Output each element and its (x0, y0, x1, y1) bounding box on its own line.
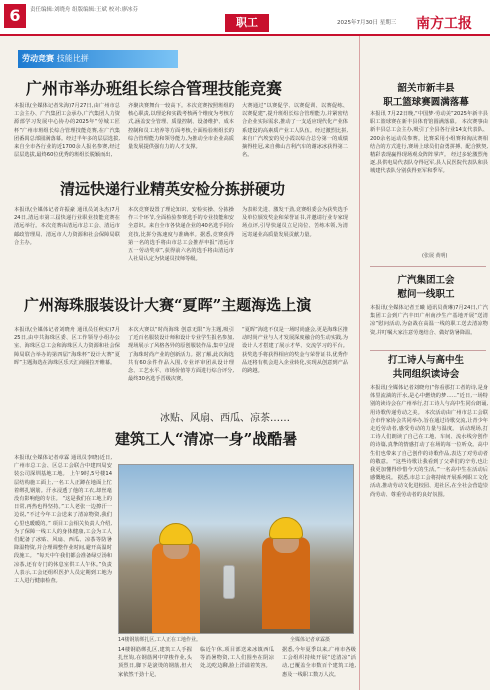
article-4-para-2: 上午9时,5号楼14层结构施工面上,一名工人正蹲在地面上忙着绑扎钢筋。汗水浸透了他的工衣,却丝毫没有影响他的专注。 (14, 471, 112, 503)
side-article-3-para-5: 据悉,市总工会将持续开展系列职工文化活动,推动劳动文化进校园、进社区,在全社会营造崇尚劳动、尊重劳动者的良好氛围。 (370, 475, 488, 498)
article-2-para-2a: 本次竞赛设置了理论知识、安检实操、分拣操作三个环节,全面检验参赛选手的专业技能和安全意识。来自全市各快递企业的40名选手同台竞技,比拼分拣速度与准确率。 (128, 207, 234, 238)
section-tag: 职工 (225, 14, 269, 32)
article-1-para-3b: 经过激烈比拼,来自广汽埃安的吴小霞以综合总分第一的成绩摘得桂冠,来自佛山吉利汽车的谢冰冰获得第二名。 (242, 127, 348, 159)
page-number: 6 (4, 4, 26, 28)
article-2-body (14, 206, 348, 286)
side-article-1-para-2: 本次赛事由新丰县总工会主办,吸引了全县各行业14支代表队、200余名运动员参赛。比赛采用小组赛和淘汰赛相结合的方式进行,赛场上球员们奋勇拼搏、配合默契,精彩表现赢得现场观众阵阵掌声。 (370, 119, 488, 159)
article-4-lower-body (118, 646, 356, 686)
editor-credits: 责任编辑:刘晓舟 组版编辑:王斌 校对:廖冰芬 (30, 7, 139, 13)
article-1-para-2 (128, 102, 234, 172)
article-3-para-2b: 据了解,此次海选共有60余件作品入围,专业评审团从设计理念、工艺水平、市场价值等方面进行综合评分,最终30名选手晋级决赛。 (128, 351, 234, 383)
article-2-para-2b: 据悉,竞赛获得第一名的选手将由市总工会推荐申报“清远市五一劳动奖章”,获得前六名的选手将由清远市人社局认定为快递员技师等级。 (128, 231, 234, 263)
newspaper-logo: 南方工报 (416, 16, 472, 32)
side-column (362, 36, 490, 690)
article-4-kicker: 冰贴、风扇、西瓜、凉茶…… (160, 413, 290, 424)
divider (370, 350, 486, 351)
article-3-headline: 广州海珠服装设计大赛“夏晖”主题海选上演 (24, 296, 312, 314)
water-bottle-icon (223, 565, 235, 599)
article-4-para-5: “每天中午我们都会准备绿豆汤和凉茶,还有专门的休息室供工人午休。”负责人表示,工会还组织医护人员定期到工地为工人进行健康检查。 (14, 553, 112, 585)
article-3-para-3 (242, 326, 348, 406)
article-1-para-3a: 大赛通过“以赛促学、以赛促训、以赛促练、以赛促建”,提升班组长综合管理能力,并紧密结合企业实际需求,推动了一支适应现代化产业体系建设的高素质产业工人队伍。 (242, 103, 348, 134)
article-1-headline: 广州市举办班组长综合管理技能竞赛 (26, 79, 283, 98)
article-1-para-2b: 本次竞赛按照班组的核心职责,以理论和实践考核两个维度为考核方式,涵盖安全管理、质量控制、设备维护、成本控制和员工培养等方面考核,全面检验班组长的综合管理能力和领导能力,为推动全市企业高质量发展提供强有力的人才支撑。 (128, 103, 234, 151)
article-3-body (14, 326, 348, 406)
article-4-headline: 建筑工人“清凉一身”战酷暑 (115, 430, 298, 448)
side-article-1-body (370, 110, 488, 250)
side-article-2-headline-2: 慰问一线职工 (397, 289, 455, 300)
article-4-para-8: 据悉,今年夏季以来,广州市各级工会组织持续开展“送清凉”活动,已覆盖全市数百个建筑工地,惠及一线职工数万人次。 (282, 647, 356, 678)
photo-credit: 全媒体记者章霖摄 (290, 637, 331, 643)
article-1-body (14, 102, 348, 172)
article-2-headline: 清远快递行业精英安检分拣拼硬功 (60, 180, 286, 198)
article-3-para-2 (128, 326, 234, 406)
issue-date: 2025年7月30日 星期三 (337, 20, 397, 26)
banner-main: 劳动竞赛 (22, 54, 54, 63)
article-3-para-2a: 本次大赛以“时尚海珠 创意无限”为主题,吸引了近百名服装设计师和设计专业学生报名参加,现场展示了风格各异的原创服装作品,集中呈现了海珠时尚产业的创新活力。 (128, 327, 234, 358)
masthead (0, 0, 490, 36)
article-2-para-3: 为表彰先进、激发干劲,竞赛组委会为获奖选手及单位颁发奖金和荣誉证书,并邀请行业专家现场点评,引导快递员立足岗位、苦练本领,为清远寄递业高质量发展贡献力量。 (242, 207, 348, 238)
article-2-para-2 (128, 206, 234, 286)
hard-hat-icon (159, 523, 193, 545)
side-article-1-para-3: 经过多轮激烈角逐,县供电局代表队夺得冠军,县人民医院代表队和县城建代表队分别获得亚军和季军。 (370, 152, 488, 175)
side-article-1-signature: (张展 黄明) (422, 253, 448, 259)
news-photo (118, 464, 354, 634)
main-column (0, 36, 360, 690)
side-article-1-headline-1: 韶关市新丰县 (397, 83, 455, 94)
photo-caption: 14楼钢筋绑扎区,工人正在工地作业。 (118, 637, 201, 643)
side-article-2-body: 本报讯(全媒体记者王曦 通讯员黄琳)7月24日,广汽集团工会到广汽丰田广州南沙生产基地开展“送清凉”慰问活动,为奋战在高温一线的职工送去清凉物资,并叮嘱大家注意劳逸结合、做好防暑降温。 (370, 305, 488, 336)
article-3-para-3a: “夏晖”海选不仅是一场时尚盛会,更是海珠区推动时尚产业与人才发展深度融合的生动实践,为设计人才搭建了展示才华、交流学习的平台。 (242, 327, 348, 350)
side-article-3-para-4: “这些诗歌让我看到了父辈们的辛劳,也让我更加懂得珍惜今天的生活。”一名高中生在活动后感慨地说。 (370, 458, 488, 482)
article-3-para-3b: 获奖选手将获得相应的奖金与荣誉证书,优秀作品还将有机会进入企业转化,实现从创意到产品的跨越。 (242, 351, 348, 375)
article-4-para-4: 项目工会相关负责人介绍,为了保障一线工人的身体健康,工会为工人们配备了冰贴、风扇、西瓜、凉茶等防暑降温物资,并合理调整作业时间,避开高温时段施工。 (14, 520, 112, 560)
article-1-para-1: 本报讯(全媒体记者朱海)7月27日,由广州市总工会主办、广汽集团工会承办,广汽集团人力资源部学习发展中心协办的2025年“劳城工匠杯”广州市班组长综合管理技能竞赛,在广汽集团番禺总部圆满落幕。经过半年多的层层选拔,来自全市各行业的近1700余人报名参赛,经过层层选拔,最终60位优秀的班组长脱颖而出, (14, 103, 120, 159)
column-banner-text (22, 53, 89, 64)
side-article-3-para-3: 活动现场,打工诗人们朗读了自己在工地、车间、流水线旁创作的诗篇,真挚的情感打动了在场的每一位听众。高中生们也带来了自己创作的诗歌作品,表达了对劳动者的敬意。 (370, 426, 488, 465)
side-article-1-headline-2: 职工篮球赛圆满落幕 (383, 97, 469, 108)
article-4-para-3: “这是我们在工地上的日常,再热也得坚持。”工人老张一边擦汗一边说,“不过今年工会送来了清凉物资,我们心里也暖暖的。” (14, 496, 112, 527)
article-4-body (14, 454, 112, 690)
article-4-para-7: 临近午休,项目部送来冰镇西瓜等消暑物资,工人们围坐在阴凉处,边吃边聊,脸上洋溢着笑容。 (200, 647, 274, 670)
side-article-3-body (370, 384, 488, 684)
article-1-para-3 (242, 102, 348, 172)
article-3-para-1: 本报讯(全媒体记者刘晓舟 通讯员任秋实)7月25日,由中共海珠区委、区工作领导小组办公室、海珠区总工会和海珠区人力资源和社会保障局联合举办的第四届“海珠杯”设计大赛“夏晖”主题海选在海珠区乐天汇商圈拉开帷幕。 (14, 327, 120, 366)
side-article-3-para-2: 本次活动由广州市总工会联合市作家协会共同举办,旨在通过诗歌交流,让青少年走近劳动者,感受劳动的力量与温度。 (370, 409, 488, 433)
side-article-3-headline-2: 共同组织读诗会 (392, 369, 460, 380)
article-2-para-1: 本报讯(全媒体记者许振豪 通讯员刘永杰)7月24日,清远市第三届快递行业职业技能竞赛在清远举行。本次竞赛由清远市总工会、清远市邮政管理局、清远市人力资源和社会保障局联合主办。 (14, 207, 120, 246)
side-article-1-para-1: 本报讯 7月22日晚,“中国梦·劳动美”2025年新丰县职工篮球赛在新丰县体育馆圆满落幕。 (370, 111, 488, 126)
hard-hat-icon (269, 517, 303, 539)
article-4-para-6: 14楼钢筋绑扎区,建筑工人手握扎丝钩,在钢筋网中穿梭作业,头顶烈日,脚下是滚烫的钢筋,但大家依然干劲十足。 (118, 647, 192, 678)
banner-sub: 技能比拼 (56, 54, 89, 63)
side-article-3-headline-1: 打工诗人与高中生 (387, 355, 464, 366)
article-1-para-2a: 齐聚决赛舞台一较高下。 (128, 103, 187, 109)
side-article-2-headline-1: 广汽集团工会 (397, 275, 455, 286)
side-article-3-para-1: 本报讯(全媒体记者刘晓舟)“你看那打工者的诗,是身体里流淌的汗水,是心中燃烧的梦……”近日,一场特别的读诗会在广州举行,打工诗人与高中生同台朗诵,用诗歌传递劳动之美。 (370, 385, 488, 416)
article-4-left-col (14, 454, 112, 690)
article-4-para-1: 本报讯(全媒体记者章霖 通讯员李晓)近日,广州市总工会、区总工会联合中建四局安装公司深圳基地工地。 (14, 455, 112, 478)
divider (370, 266, 486, 267)
